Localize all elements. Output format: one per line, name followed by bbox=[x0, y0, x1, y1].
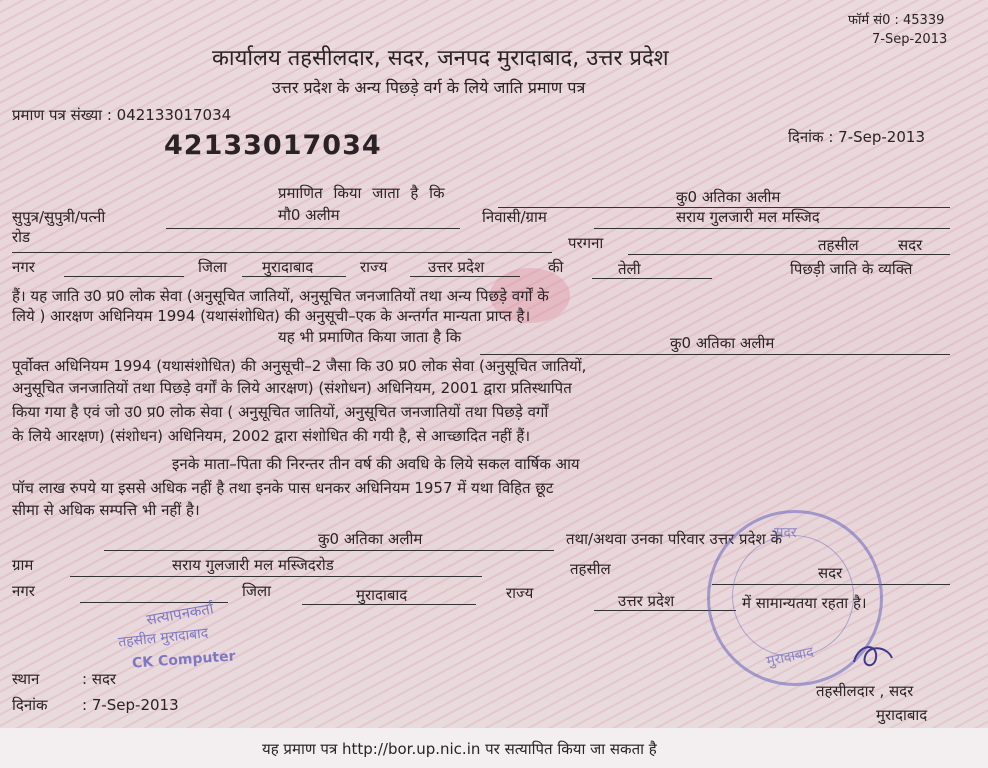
section3-tehsil: सदर bbox=[818, 564, 843, 582]
village-continuation: रोड bbox=[12, 228, 31, 246]
certificate-number-big: 42133017034 bbox=[164, 130, 382, 161]
section1-para-line-2: लिये ) आरक्षण अधिनियम 1994 (यथासंशोधित) की अनुसूची–एक के अन्तर्गत मान्यता प्राप्त है। bbox=[12, 307, 531, 325]
district-value: मुरादाबाद bbox=[262, 258, 314, 276]
form-number: फॉर्म सं0 : 45339 bbox=[848, 13, 945, 28]
section3-village: सराय गुलजारी मल मस्जिदरोड bbox=[172, 556, 334, 574]
also-certify-text: यह भी प्रमाणित किया जाता है कि bbox=[278, 328, 462, 346]
form-date: 7-Sep-2013 bbox=[872, 32, 948, 47]
section3-village-line bbox=[70, 576, 482, 577]
candidate-name: कु0 अतिका अलीम bbox=[676, 188, 781, 206]
office-title: कार्यालय तहसीलदार, सदर, जनपद मुरादाबाद, उत्तर प्रदेश bbox=[212, 46, 669, 71]
place-label: स्थान bbox=[12, 670, 40, 688]
town-line bbox=[64, 276, 184, 277]
certificate-number-label: प्रमाण पत्र संख्या : 042133017034 bbox=[12, 106, 232, 124]
section3-name-line bbox=[104, 550, 554, 551]
pargana-label: परगना bbox=[568, 234, 604, 252]
village-name: सराय गुलजारी मल मस्जिद bbox=[676, 208, 820, 226]
signature-mark bbox=[848, 636, 898, 674]
of-label: की bbox=[548, 258, 564, 276]
tehsil-label: तहसील bbox=[818, 236, 859, 254]
resides-text: में सामान्यतया रहता है। bbox=[742, 594, 867, 612]
section2-para-line-3: किया गया है एवं जो उ0 प्र0 लोक सेवा ( अनुसूचित जातियों, अनुसूचित जनजातियों तथा पिछड़े वर्गों bbox=[12, 403, 549, 421]
section3-village-label: ग्राम bbox=[12, 556, 34, 574]
town-label: नगर bbox=[12, 258, 35, 276]
signatory-place: मुरादाबाद bbox=[876, 706, 928, 724]
caste-line bbox=[592, 278, 712, 279]
issue-date: दिनांक : 7-Sep-2013 bbox=[788, 128, 925, 146]
section3-district-label: जिला bbox=[242, 582, 272, 600]
seal-top-text: सदर bbox=[774, 525, 797, 541]
seal-inner-ring bbox=[732, 535, 854, 657]
pargana-line bbox=[628, 254, 950, 255]
section3-state-label: राज्य bbox=[506, 584, 534, 602]
stamp-line-3: CK Computer bbox=[131, 648, 236, 672]
section3-name: कु0 अतिका अलीम bbox=[318, 530, 423, 548]
section2-para-line-2: अनुसूचित जनजातियों तथा पिछड़े वर्गों के लिये आरक्षण) (संशोधन) अधिनियम, 2001 द्वारा प्रतिस्थापित bbox=[12, 379, 572, 397]
section3-state: उत्तर प्रदेश bbox=[618, 592, 675, 610]
father-name: मौ0 अलीम bbox=[278, 206, 340, 224]
resident-label: निवासी/ग्राम bbox=[482, 208, 547, 226]
footer-date-label: दिनांक bbox=[12, 696, 48, 714]
section2-para-line-7: सीमा से अधिक सम्पत्ति भी नहीं है। bbox=[12, 501, 200, 519]
section2-para-line-6: पॉच लाख रुपये या इससे अधिक नहीं है तथा इनके पास धनकर अधिनियम 1957 में यथा विहित छूट bbox=[12, 479, 554, 497]
village-line bbox=[594, 228, 950, 229]
certificate-title: उत्तर प्रदेश के अन्य पिछड़े वर्ग के लिये जाति प्रमाण पत्र bbox=[272, 78, 586, 97]
certify-text: प्रमाणित किया जाता है कि bbox=[278, 184, 445, 202]
place-value: : सदर bbox=[82, 670, 117, 688]
district-label: जिला bbox=[198, 258, 228, 276]
seal-bottom-text: मुरादाबाद bbox=[764, 644, 816, 670]
state-label: राज्य bbox=[360, 258, 388, 276]
state-line bbox=[410, 276, 520, 277]
caste-value: तेली bbox=[618, 260, 641, 278]
section3-town-label: नगर bbox=[12, 582, 35, 600]
footer-date-value: : 7-Sep-2013 bbox=[82, 696, 179, 714]
section2-name-line bbox=[480, 354, 950, 355]
relation-label: सुपुत्र/सुपुत्री/पत्नी bbox=[12, 208, 106, 226]
section3-district: मुरादाबाद bbox=[356, 586, 408, 604]
section2-para-line-5: इनके माता–पिता की निरन्तर तीन वर्ष की अवधि के लिये सकल वार्षिक आय bbox=[172, 455, 580, 473]
father-line bbox=[166, 228, 460, 229]
district-line bbox=[242, 276, 346, 277]
stamp-line-2: तहसील मुरादाबाद bbox=[117, 625, 209, 651]
verification-note: यह प्रमाण पत्र http://bor.up.nic.in पर सत्यापित किया जा सकता है bbox=[262, 740, 657, 758]
section2-name: कु0 अतिका अलीम bbox=[670, 334, 775, 352]
section1-para-line-1: हैं। यह जाति उ0 प्र0 लोक सेवा (अनुसूचित जातियों, अनुसूचित जनजातियों तथा अन्य पिछड़े वर्गों के bbox=[12, 287, 549, 305]
stamp-line-1: सत्यापनकर्ता bbox=[144, 599, 215, 629]
section2-para-line-4: के लिये आरक्षण) (संशोधन) अधिनियम, 2002 द्वारा संशोधित की गयी है, से आच्छादित नहीं हैं। bbox=[12, 427, 531, 445]
section2-para-line-1: पूर्वोक्त अधिनियम 1994 (यथासंशोधित) की अनुसूची–2 जैसा कि उ0 प्र0 लोक सेवा (अनुसूचित जातियों, bbox=[12, 357, 587, 375]
state-value: उत्तर प्रदेश bbox=[428, 258, 485, 276]
tehsil-value: सदर bbox=[898, 236, 923, 254]
section3-district-line bbox=[302, 604, 476, 605]
section3-tehsil-label: तहसील bbox=[570, 560, 611, 578]
family-text: तथा/अथवा उनका परिवार उत्तर प्रदेश के bbox=[566, 530, 782, 548]
backward-caste-label: पिछड़ी जाति के व्यक्ति bbox=[790, 260, 913, 278]
signatory-title: तहसीलदार , सदर bbox=[816, 682, 914, 700]
village-cont-line bbox=[12, 252, 552, 253]
